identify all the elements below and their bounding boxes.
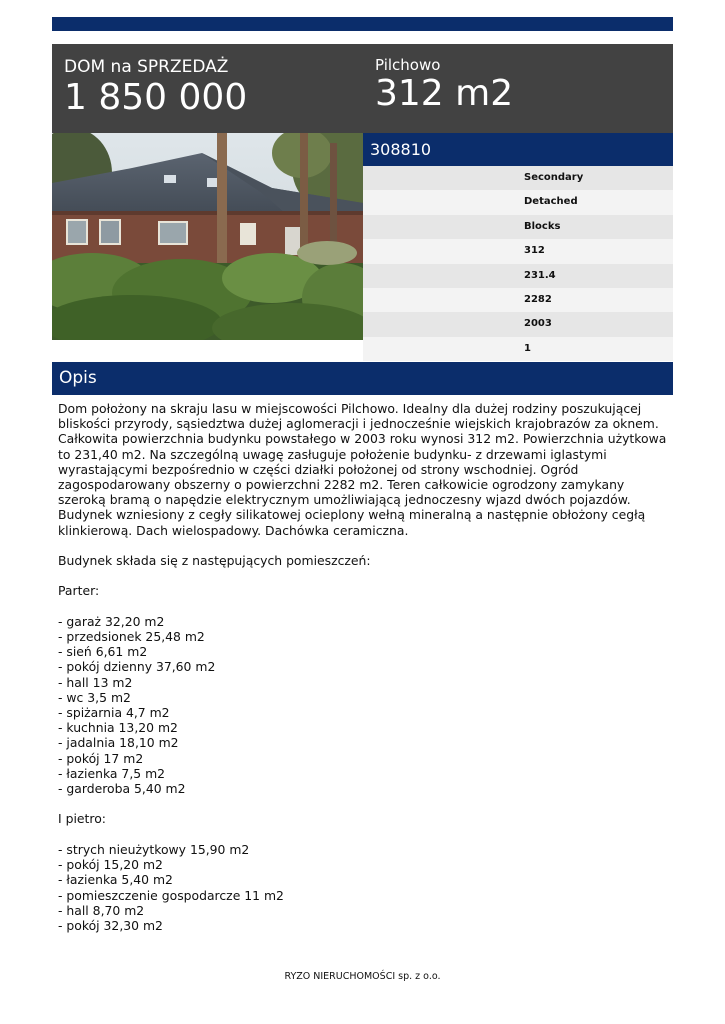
description-text: Dom położony na skraju lasu w miejscowości Pilchowo. Idealny dla dużej rodziny poszukującej bliskości przyrody, sąsiedztwa dużej aglomeracji i jednocześnie wiejskich krajobrazów za oknem. Całkowita powierzchnia budynku powstałego w 2003 roku wynosi 312 m2. Powierzchnia użytkowa to 231,40 m2. Na szczególną uwagę zasługuje położenie budynku- z drzewami iglastymi wyrastającymi bezpośrednio w części działki położonej od strony wschodniej. Ogród zagospodarowany obszerny o powierzchni 2282 m2. Teren całkowicie ogrodzony zamykany szeroką bramą o napędzie elektrycznym umożliwiającą jednoczesny wjazd dwóch pojazdów. Budynek wzniesiony z cegły silikatowej ocieplony wełną mineralną a następnie obłożony cegłą klinkierową. Dach wielospadowy. Dachówka ceramiczna. Budynek składa się z następujących pomieszczeń: Parter: - garaż 32,20 m2 - przedsionek 25,48 m2 - sień 6,61 m2 - pokój dzienny 37,60 m2 - hall 13 m2 - wc 3,5 m2 - spiżarnia 4,7 m2 - kuchnia 13,20 m2 - jadalnia 18,10 m2 - pokój 17 m2 - łazienka 7,5 m2 - garderoba 5,40 m2 I pietro: - strych nieużytkowy 15,90 m2 - pokój 15,20 m2 - łazienka 5,40 m2 - pomieszczenie gospodarcze 11 m2 - hall 8,70 m2 - pokój 32,30 m2 bbox=[58, 401, 667, 933]
footer-company: RYZO NIERUCHOMOŚCI sp. z o.o. bbox=[284, 971, 441, 982]
attribute-value: Secondary bbox=[524, 172, 584, 183]
attribute-row bbox=[363, 337, 673, 361]
area: 312 m2 bbox=[375, 73, 514, 114]
price-panel bbox=[52, 44, 363, 133]
attribute-value: 231.4 bbox=[524, 269, 556, 281]
attribute-value: Blocks bbox=[524, 220, 561, 232]
attribute-value: 1 bbox=[524, 342, 531, 354]
attributes-table bbox=[363, 166, 673, 361]
attribute-row bbox=[363, 166, 673, 190]
reference-number: 308810 bbox=[363, 133, 673, 166]
property-photo bbox=[52, 133, 363, 340]
attribute-row bbox=[363, 190, 673, 214]
attribute-row bbox=[363, 264, 673, 288]
attribute-value: 2003 bbox=[524, 318, 552, 330]
attribute-row bbox=[363, 312, 673, 336]
price: 1 850 000 bbox=[64, 77, 248, 118]
location-panel bbox=[363, 44, 673, 133]
section-title: Opis bbox=[52, 362, 673, 395]
attribute-value: Detached bbox=[524, 196, 578, 208]
attribute-row bbox=[363, 288, 673, 312]
top-accent-bar bbox=[52, 17, 673, 31]
listing-type: DOM na SPRZEDAŻ bbox=[64, 57, 229, 77]
attribute-row bbox=[363, 239, 673, 263]
attribute-value: 312 bbox=[524, 245, 545, 257]
attribute-value: 2282 bbox=[524, 293, 552, 305]
attribute-row bbox=[363, 215, 673, 239]
location: Pilchowo bbox=[375, 56, 441, 74]
